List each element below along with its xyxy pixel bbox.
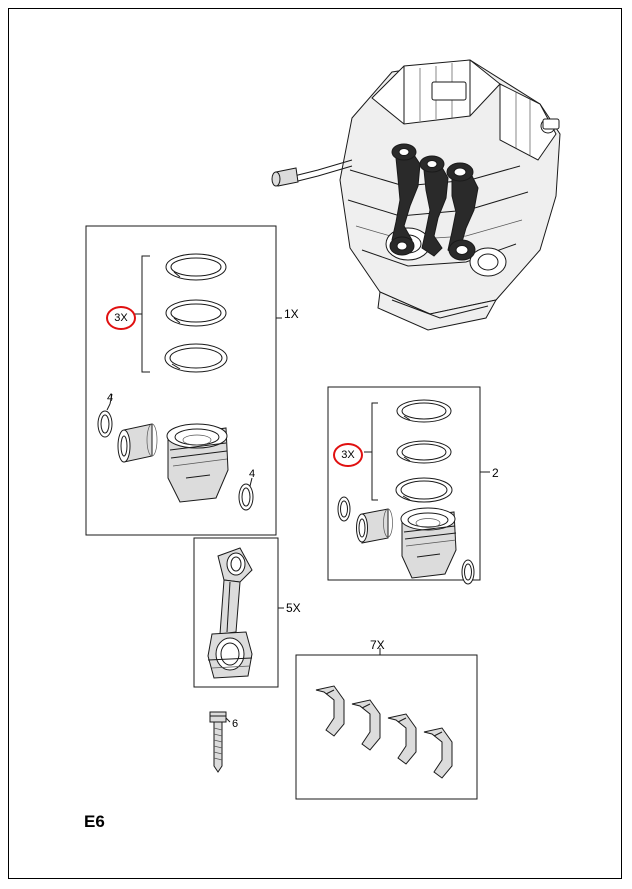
label-4-left: 4: [107, 392, 114, 404]
box-piston-ring-set-1x-group: [86, 226, 282, 535]
piston-ring-2-3: [396, 478, 452, 502]
gudgeon-pin: [118, 424, 157, 462]
piston-ring-1: [166, 254, 226, 280]
label-7x: 7X: [370, 638, 385, 652]
label-6: 6: [232, 718, 239, 730]
callout-3x-upper: 3X: [106, 306, 136, 330]
circlip-right-2: [462, 560, 474, 584]
box-piston-ring-set-2-group: [328, 387, 490, 584]
bearing-shell-1: [316, 686, 344, 736]
rod-bolt: [210, 712, 230, 772]
box-bearings-7x-group: [296, 648, 477, 799]
label-1x: 1X: [284, 307, 299, 321]
bearing-shell-3: [388, 714, 416, 764]
circlip-right: [239, 478, 253, 510]
box-connecting-rod-5x-group: [194, 538, 284, 687]
piston-ring-2: [166, 300, 226, 326]
bearing-shell-2: [352, 700, 380, 750]
piston-ring-2-2: [397, 441, 451, 463]
piston-2: [401, 508, 456, 578]
callout-3x-lower: 3X: [333, 443, 363, 467]
connecting-rod: [208, 548, 252, 678]
label-4-right: 4: [249, 468, 256, 480]
label-2: 2: [492, 466, 499, 480]
label-5x: 5X: [286, 601, 301, 615]
sheet-code: E6: [84, 812, 105, 831]
bearing-shell-4: [424, 728, 452, 778]
engine-assembly-drawing: [272, 60, 560, 330]
piston-1x: [167, 424, 228, 502]
piston-ring-2-1: [397, 400, 451, 422]
piston-ring-3: [165, 344, 227, 372]
gudgeon-pin-2: [357, 509, 393, 543]
circlip-left-2: [338, 497, 350, 521]
circlip-left: [98, 404, 112, 437]
